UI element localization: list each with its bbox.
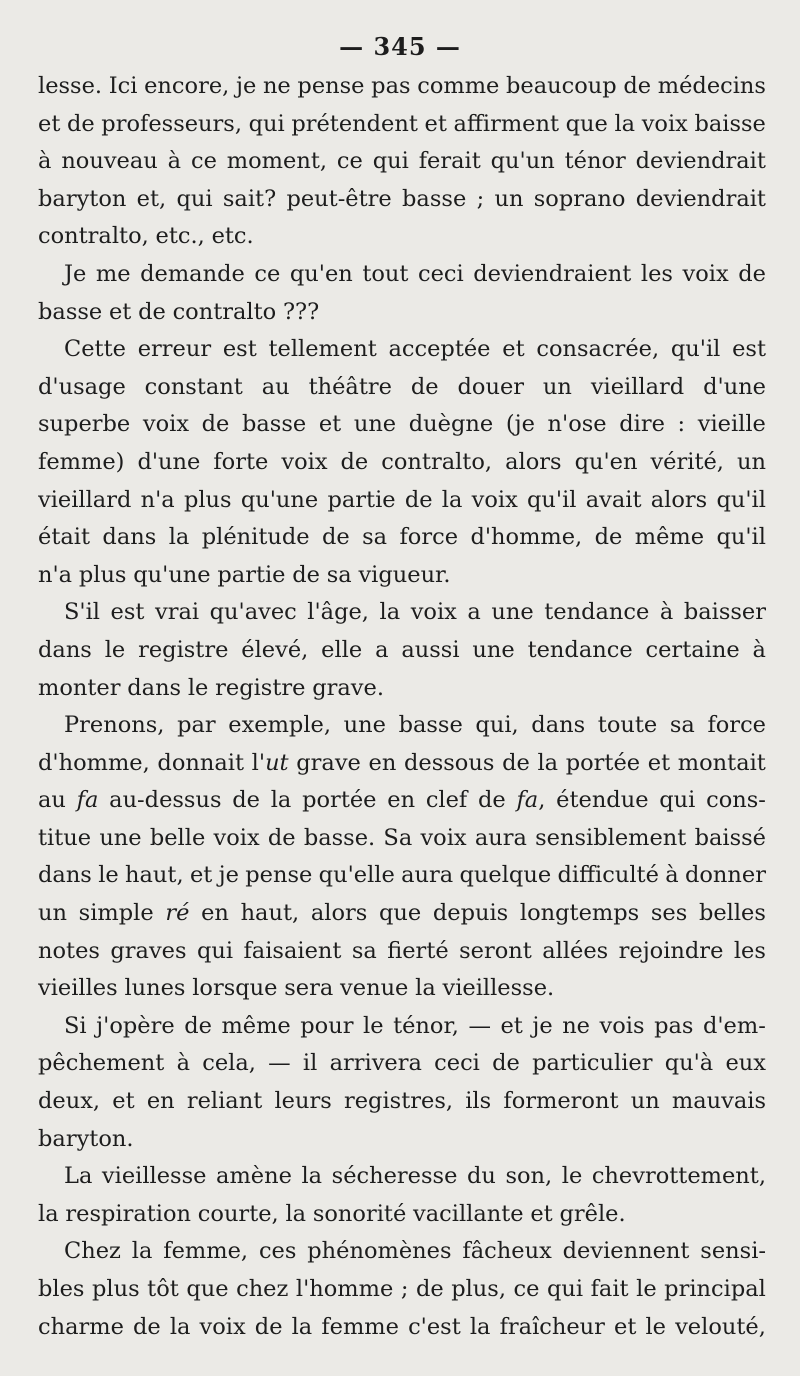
text-line: Chez la femme, ces phénomènes fâcheux deviennent sensi-	[64, 1238, 766, 1265]
text-line: deux, et en reliant leurs registres, ils formeront un mauvais	[38, 1088, 766, 1115]
paragraph	[38, 1008, 766, 1158]
text-line: à nouveau à ce moment, ce qui ferait qu'un ténor deviendrait	[38, 148, 766, 175]
paragraph	[38, 1233, 766, 1346]
text-line: la respiration courte, la sonorité vacillante et grêle.	[38, 1200, 626, 1227]
text-line: au fa au-dessus de la portée en clef de fa, étendue qui cons-	[38, 787, 766, 814]
text-line: Cette erreur est tellement acceptée et consacrée, qu'il est	[64, 336, 766, 363]
text-line: vieilles lunes lorsque sera venue la vieillesse.	[38, 975, 555, 1002]
text-line: vieillard n'a plus qu'une partie de la voix qu'il avait alors qu'il	[38, 486, 766, 513]
text-line: était dans la plénitude de sa force d'homme, de même qu'il	[38, 524, 766, 551]
text-line: dans le haut, et je pense qu'elle aura quelque difficulté à donner	[38, 862, 766, 889]
text-line: Prenons, par exemple, une basse qui, dans toute sa force	[64, 712, 766, 739]
text-line: bles plus tôt que chez l'homme ; de plus, ce qui fait le principal	[38, 1276, 766, 1302]
text-line: titue une belle voix de basse. Sa voix aura sensiblement baissé	[38, 824, 766, 851]
page-number: — 345 —	[339, 32, 461, 61]
text-line: et de professeurs, qui prétendent et affirment que la voix baisse	[38, 110, 766, 137]
paragraph	[38, 331, 766, 594]
text-line: pêchement à cela, — il arrivera ceci de particulier qu'à eux	[38, 1050, 766, 1077]
text-line: basse et de contralto ???	[38, 298, 320, 325]
text-line: superbe voix de basse et une duègne (je n'ose dire : vieille	[38, 411, 766, 438]
paragraph	[38, 68, 766, 256]
text-line: monter dans le registre grave.	[38, 674, 384, 701]
text-line: Je me demande ce qu'en tout ceci deviendraient les voix de	[64, 260, 766, 287]
text-line: charme de la voix de la femme c'est la fraîcheur et le velouté,	[38, 1313, 766, 1340]
text-line: S'il est vrai qu'avec l'âge, la voix a une tendance à baisser	[64, 599, 766, 626]
text-line: un simple ré en haut, alors que depuis longtemps ses belles	[38, 900, 766, 927]
paragraph	[38, 594, 766, 707]
text-line: d'usage constant au théâtre de douer un vieillard d'une	[38, 373, 766, 400]
text-line: n'a plus qu'une partie de sa vigueur.	[38, 561, 451, 588]
paragraph	[38, 707, 766, 1008]
text-line: Si j'opère de même pour le ténor, — et je ne vois pas d'em-	[64, 1012, 766, 1039]
body-text	[38, 68, 766, 1346]
paragraph	[38, 256, 766, 331]
text-line: lesse. Ici encore, je ne pense pas comme beaucoup de médecins	[38, 73, 766, 99]
text-line: d'homme, donnait l'ut grave en dessous de la portée et montait	[38, 749, 766, 776]
text-line: contralto, etc., etc.	[38, 223, 254, 250]
text-line: La vieillesse amène la sécheresse du son, le chevrottement,	[64, 1163, 766, 1190]
text-line: baryton.	[38, 1125, 134, 1152]
text-line: notes graves qui faisaient sa fierté seront allées rejoindre les	[38, 937, 766, 964]
text-line: baryton et, qui sait? peut-être basse ; un soprano deviendrait	[38, 185, 766, 212]
text-line: femme) d'une forte voix de contralto, alors qu'en vérité, un	[38, 448, 766, 475]
paragraph	[38, 1158, 766, 1233]
text-line: dans le registre élevé, elle a aussi une tendance certaine à	[38, 636, 766, 663]
